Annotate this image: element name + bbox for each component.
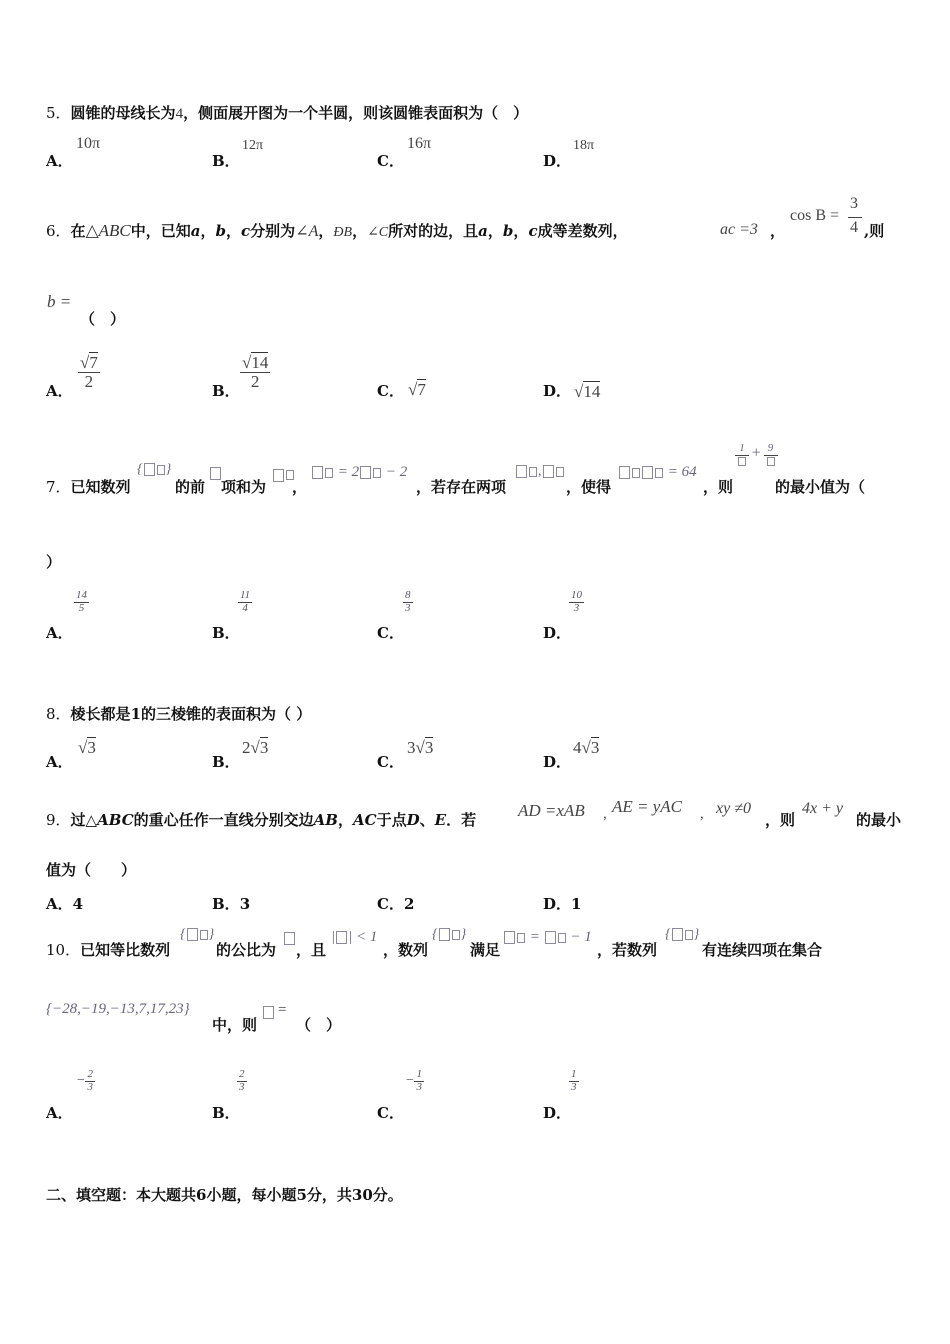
option-label: A．	[46, 1104, 73, 1122]
q10-option-a-value	[76, 1069, 95, 1093]
q9-text: ，则	[765, 811, 796, 829]
q10-q-placeholder	[283, 929, 296, 947]
question-8	[46, 703, 311, 724]
q6-cosb-den: 4	[850, 219, 858, 236]
q6-a-radicand: 7	[89, 353, 98, 372]
q6-cosb-num: 3	[850, 195, 858, 212]
q6-triangle: △ABC	[85, 221, 131, 240]
q6-comma: ，	[487, 222, 503, 240]
q10-text: 中，则	[212, 1016, 258, 1034]
q10-set: {−28,−19,−13,7,17,23}	[46, 1001, 190, 1017]
option-label: B．	[212, 753, 240, 771]
q8-option-c-value: 3√3	[407, 738, 434, 757]
q9-ac: AC	[353, 811, 377, 829]
q6-angle-b: ÐB	[333, 225, 353, 240]
q6-d-radicand: 14	[583, 382, 601, 401]
q7-option-c-value	[403, 590, 413, 614]
q9-d: D	[406, 811, 420, 829]
q10-seq-bn: { }	[432, 927, 467, 942]
q10-seq-text	[383, 939, 428, 960]
q7-such-that	[566, 476, 611, 497]
q7-text: ，	[292, 478, 308, 496]
q9-text: 的重心任作一直线分别交边	[133, 811, 314, 829]
section2-title: 二、填空题：本大题共	[46, 1186, 197, 1204]
q7-comma	[292, 476, 307, 497]
q7-text-front	[175, 476, 205, 497]
q10-option-b[interactable]	[212, 1102, 240, 1123]
q10-paren-text: （ ）	[296, 1016, 342, 1034]
q9-option-a[interactable]	[46, 893, 83, 914]
q10-option-d-value	[569, 1069, 579, 1093]
q10-d-den: 3	[571, 1080, 577, 1093]
section2-n30: 30	[351, 1186, 373, 1204]
q7-option-c[interactable]	[377, 622, 404, 643]
q6-text: 分别为	[250, 222, 296, 240]
q10-option-c[interactable]	[377, 1102, 404, 1123]
q10-option-c-value	[405, 1069, 424, 1093]
q10-seq-an: { }	[180, 927, 215, 942]
q10-b-den: 3	[239, 1080, 245, 1093]
question-6	[46, 220, 628, 241]
q10-option-b-value	[237, 1069, 247, 1093]
option-label: D．	[543, 624, 572, 642]
section2-text: 分。	[372, 1186, 403, 1204]
q10-text: ，若数列	[597, 941, 658, 959]
q9-number: 9．	[46, 811, 71, 829]
q10-text: 满足	[470, 941, 501, 959]
q7-then	[703, 476, 733, 497]
q6-b-eq: b =	[47, 292, 72, 311]
option-label: A．	[46, 382, 73, 400]
q10-relation	[503, 929, 592, 946]
q6-option-b[interactable]	[212, 380, 240, 401]
q8-one: 1	[130, 705, 141, 723]
q8-d-coef: 4	[573, 738, 582, 757]
q6-comma: ，	[200, 222, 216, 240]
q7-option-b[interactable]	[212, 622, 240, 643]
q7-c-den: 3	[405, 601, 411, 614]
q6-option-d[interactable]	[543, 380, 571, 401]
q9-expr: 4x + y	[802, 800, 843, 817]
q7-product	[618, 464, 697, 481]
q10-paren	[296, 1014, 341, 1035]
q10-a-den: 3	[87, 1080, 93, 1093]
option-label: B．	[212, 895, 240, 913]
q7-b-num: 11	[240, 589, 251, 601]
q7-seq-an: { }	[137, 462, 172, 477]
q6-angle-a: ∠A	[295, 223, 319, 240]
option-label: B．	[212, 624, 240, 642]
q10-a-num: 2	[87, 1068, 93, 1080]
q7-number: 7．	[46, 478, 71, 496]
q9-vector-ad: AD =xAB	[518, 801, 585, 820]
q8-d-radicand: 3	[590, 738, 600, 757]
q7-close-text: ）	[46, 553, 62, 571]
question-7	[46, 476, 131, 497]
q9-abc: ABC	[97, 811, 134, 829]
q5-text-a: 圆锥的母线长为	[70, 104, 176, 122]
option-value: 1	[571, 895, 582, 913]
q9-xy-ne: xy ≠0	[716, 800, 751, 817]
option-label: C．	[377, 1104, 404, 1122]
section2-text: 小题，每小题	[206, 1186, 297, 1204]
q8-option-d-value: 4√3	[573, 738, 600, 757]
q10-then-text	[212, 1014, 257, 1035]
q9-min-text	[856, 809, 901, 830]
q6-cosb-label: cos B =	[790, 207, 840, 224]
q6-comma: ，	[770, 222, 786, 240]
q6-option-c[interactable]	[377, 380, 404, 401]
q10-minus1: − 1	[570, 929, 592, 945]
q10-text: 有连续四项在集合	[702, 941, 823, 959]
q9-text: 值为（ ）	[46, 861, 137, 879]
option-label: A．	[46, 895, 73, 913]
q9-sep: 、	[419, 811, 435, 829]
q7-option-a-value	[74, 590, 89, 614]
q7-b-den: 4	[242, 601, 248, 614]
q10-number: 10．	[46, 941, 81, 959]
q6-ac-eq: ac =3	[720, 221, 758, 238]
q7-min-text	[775, 476, 865, 497]
q8-option-a[interactable]	[46, 751, 73, 772]
q8-option-c[interactable]	[377, 751, 404, 772]
q6-var-a: a	[190, 222, 201, 240]
q8-option-d[interactable]	[543, 751, 571, 772]
q9-line-2	[46, 859, 136, 880]
question-5	[46, 102, 528, 123]
q9-option-c[interactable]	[377, 893, 414, 914]
q9-comma: ，	[337, 811, 353, 829]
q10-set-text	[702, 939, 822, 960]
q9-text: 于点	[376, 811, 407, 829]
q9-option-b[interactable]	[212, 893, 250, 914]
q6-paren	[80, 308, 125, 329]
q9-ab: AB	[313, 811, 338, 829]
option-label: A．	[46, 152, 73, 170]
question-9	[46, 809, 476, 830]
q6-comma: ，	[226, 222, 242, 240]
q10-abs-text: < 1	[356, 929, 378, 945]
q10-q-placeholder-2	[262, 1003, 275, 1021]
q9-text: 的最小	[856, 811, 902, 829]
q5-text-b: ，侧面展开图为一个半圆，则该圆锥表面积为（ ）	[183, 104, 529, 122]
q5-option-c-value: 16π	[407, 135, 432, 152]
option-label: C．	[377, 624, 404, 642]
q6-var-c: c	[241, 222, 251, 240]
q5-option-a-value: 10π	[76, 135, 101, 152]
q8-b-radicand: 3	[259, 738, 269, 757]
option-value: 3	[239, 895, 251, 913]
q6-then	[864, 220, 884, 241]
q8-a-radicand: 3	[87, 738, 96, 757]
q6-text: 成等差数列，	[537, 222, 628, 240]
q10-c-den: 3	[416, 1080, 422, 1093]
q8-option-b[interactable]	[212, 751, 240, 772]
q5-option-b[interactable]	[212, 150, 240, 171]
option-label: A．	[46, 624, 73, 642]
q6-var-b: b	[215, 222, 227, 240]
option-label: C．	[377, 753, 404, 771]
q5-option-a[interactable]	[46, 150, 73, 171]
section-2-heading	[46, 1184, 403, 1205]
q7-a-den: 5	[78, 601, 85, 614]
q10-a-sign: −	[76, 1073, 86, 1089]
q7-text: 项和为	[221, 478, 267, 496]
q6-number: 6．	[46, 222, 71, 240]
q10-if-text	[597, 939, 657, 960]
q6-var-b: b	[502, 222, 514, 240]
q7-a-num: 14	[76, 589, 87, 601]
q10-seq-bn-2: { }	[665, 927, 700, 942]
q10-eq: =	[529, 929, 540, 945]
q10-text: 的公比为	[216, 941, 277, 959]
q6-option-c-value: √7	[408, 380, 426, 399]
q6-b-radicand: 14	[251, 353, 269, 372]
q7-text: ，使得	[566, 478, 612, 496]
option-label: C．	[377, 382, 404, 400]
q6-option-a[interactable]	[46, 380, 73, 401]
q5-option-b-value: 12π	[242, 138, 264, 153]
q7-frac2-num: 9	[764, 443, 778, 456]
q7-text-sum	[221, 476, 266, 497]
q8-b-coef: 2	[242, 738, 251, 757]
q6-option-d-value: √14	[574, 382, 601, 401]
question-10	[46, 939, 170, 960]
q10-text: ，数列	[383, 941, 429, 959]
q10-ratio-text	[216, 939, 276, 960]
q5-option-d[interactable]	[543, 150, 571, 171]
q10-d-num: 1	[571, 1068, 577, 1080]
q8-text2: 的三棱锥的表面积为（ ）	[141, 705, 312, 723]
q8-c-coef: 3	[407, 738, 416, 757]
q10-abs-q: | | < 1	[331, 929, 378, 945]
q7-option-d[interactable]	[543, 622, 571, 643]
option-label: C．	[377, 895, 404, 913]
q8-c-radicand: 3	[424, 738, 434, 757]
q9-comma-2: ,	[700, 806, 704, 822]
q6-comma: ，	[352, 222, 368, 240]
q7-eq-text: = 2	[337, 464, 360, 480]
q6-comma: ，	[318, 222, 334, 240]
option-label: B．	[212, 1104, 240, 1122]
q6-angle-c: ∠C	[367, 225, 389, 240]
q7-close-paren	[46, 551, 61, 572]
q10-satisfy-text	[470, 939, 500, 960]
q6-var-a: a	[478, 222, 488, 240]
q10-c-num: 1	[416, 1068, 422, 1080]
q6-c-radicand: 7	[417, 380, 426, 399]
q10-and-text	[296, 939, 326, 960]
q7-d-den: 3	[573, 601, 580, 614]
q7-text: 的最小值为（	[775, 478, 866, 496]
q5-number: 5．	[46, 104, 71, 122]
q7-eq2-text: − 2	[385, 464, 408, 480]
q7-text: ，则	[703, 478, 734, 496]
q7-expression	[735, 443, 778, 467]
q9-e: E	[434, 811, 447, 829]
q7-c-num: 8	[405, 589, 411, 601]
section2-n5: 5	[296, 1186, 307, 1204]
option-label: B．	[212, 382, 240, 400]
option-value: 4	[72, 895, 84, 913]
option-label: D．	[543, 753, 572, 771]
q7-option-d-value	[569, 590, 584, 614]
q8-option-b-value: 2√3	[242, 738, 269, 757]
q7-exist-text	[416, 476, 506, 497]
section2-text: 分，共	[306, 1186, 352, 1204]
q9-text: 过△	[70, 811, 98, 829]
q7-option-a[interactable]	[46, 622, 73, 643]
option-label: D．	[543, 895, 572, 913]
q6-b-den: 2	[250, 371, 260, 391]
q7-frac1-num: 1	[735, 443, 749, 456]
q9-then	[765, 809, 795, 830]
q10-option-a[interactable]	[46, 1102, 73, 1123]
q7-text: 的前	[175, 478, 206, 496]
q8-number: 8．	[46, 705, 71, 723]
option-label: A．	[46, 753, 73, 771]
q6-option-a-value: $\frac{√7}{2}$	[80, 353, 98, 391]
option-label: D．	[543, 152, 572, 170]
section2-n6: 6	[196, 1186, 207, 1204]
q6-text: 在	[70, 222, 86, 240]
q7-terms: ,	[515, 464, 565, 480]
q7-option-b-value	[238, 590, 252, 614]
q9-vector-ae: AE = yAC	[612, 797, 683, 816]
q6-comma: ，	[513, 222, 529, 240]
q6-comma-after-ac	[770, 220, 785, 241]
q6-option-b-value: $\frac{√14}{2}$	[242, 353, 269, 391]
q10-c-sign: −	[405, 1073, 415, 1089]
option-value: 2	[403, 895, 415, 913]
q6-cosb-fraction-bar	[848, 217, 862, 218]
q7-text: 已知数列	[70, 478, 131, 496]
q10-text: 已知等比数列	[80, 941, 171, 959]
option-label: D．	[543, 1104, 572, 1122]
q6-paren-text: （ ）	[80, 310, 126, 328]
q5-math-4: 4	[175, 106, 184, 122]
q7-text: ，若存在两项	[416, 478, 507, 496]
q9-comma-1: ,	[603, 806, 607, 822]
q10-option-d[interactable]	[543, 1102, 571, 1123]
q6-text: 中，已知	[130, 222, 191, 240]
q7-plus: +	[751, 444, 761, 462]
q6-text: ,则	[864, 222, 885, 240]
q5-option-c[interactable]	[377, 150, 404, 171]
q7-prod-text: = 64	[667, 464, 697, 480]
q7-d-num: 10	[571, 589, 582, 601]
q6-text: 所对的边，且	[388, 222, 479, 240]
q9-text: ．若	[446, 811, 477, 829]
q7-formula	[311, 464, 407, 481]
q6-var-c: c	[528, 222, 538, 240]
q5-option-d-value: 18π	[573, 138, 595, 153]
q10-text: ，且	[296, 941, 327, 959]
q10-eq-2: =	[278, 1002, 287, 1018]
option-label: B．	[212, 152, 240, 170]
q9-option-d[interactable]	[543, 893, 581, 914]
q10-b-num: 2	[239, 1068, 245, 1080]
option-label: D．	[543, 382, 572, 400]
q8-option-a-value: √3	[78, 738, 96, 757]
q6-a-den: 2	[84, 371, 94, 391]
option-label: C．	[377, 152, 404, 170]
q8-text: 棱长都是	[70, 705, 131, 723]
